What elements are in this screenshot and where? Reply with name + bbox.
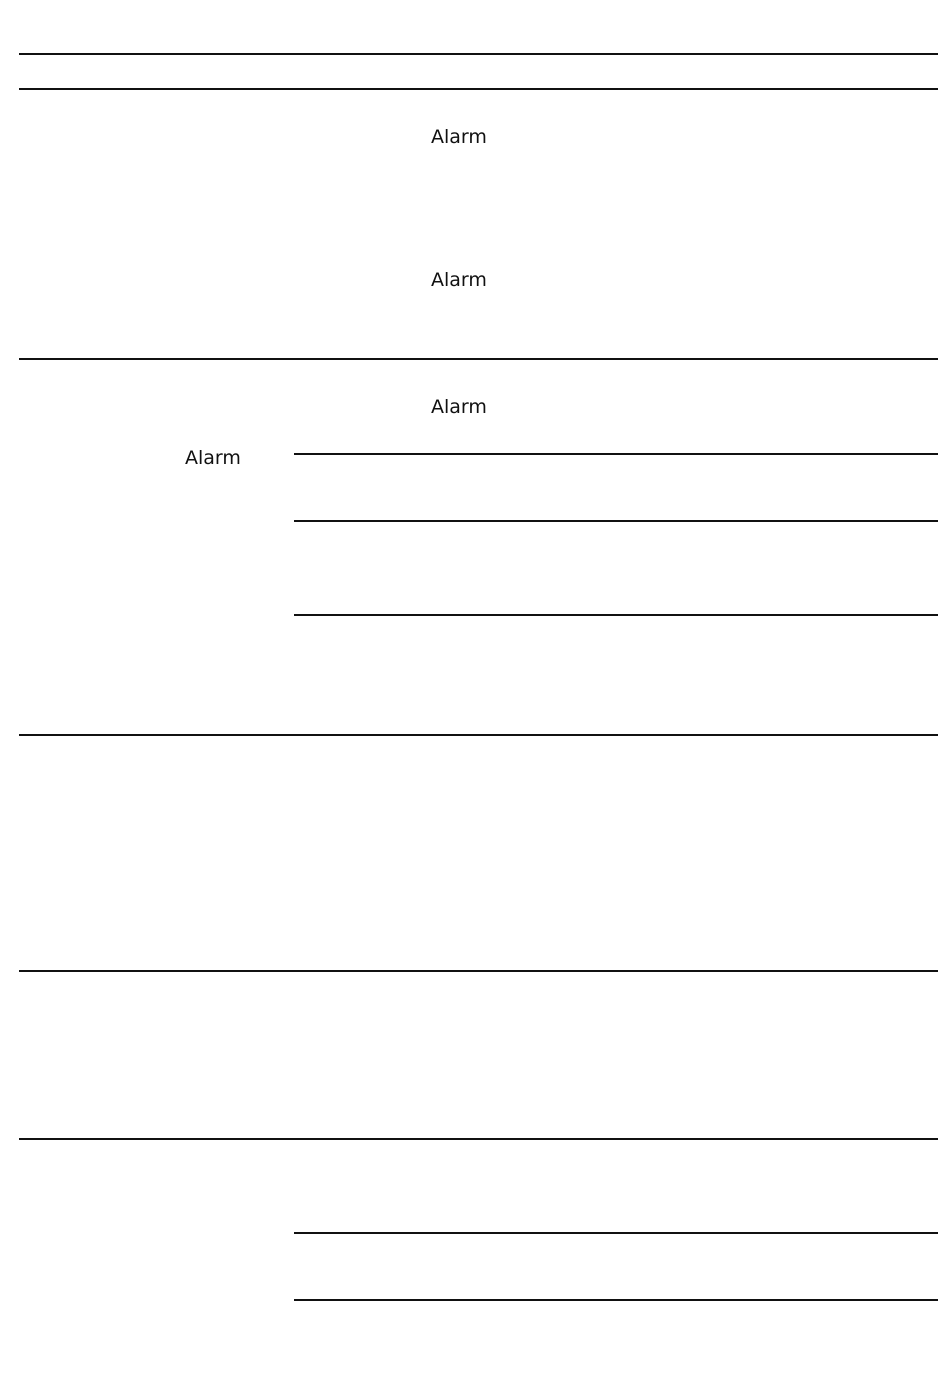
table-rule — [19, 53, 938, 55]
table-rule — [19, 88, 938, 90]
table-rule — [294, 520, 938, 522]
table-rule — [19, 358, 938, 360]
table-cell-text: Alarm — [431, 269, 487, 291]
table-rule — [294, 1299, 938, 1301]
table-cell-text: Alarm — [431, 396, 487, 418]
table-rule — [19, 734, 938, 736]
table-rule — [294, 1232, 938, 1234]
table-rule — [19, 1138, 938, 1140]
table-rule — [19, 970, 938, 972]
table-rule — [294, 453, 938, 455]
table-cell-text: Alarm — [431, 126, 487, 148]
table-cell-text: Alarm — [185, 447, 241, 469]
table-rule — [294, 614, 938, 616]
